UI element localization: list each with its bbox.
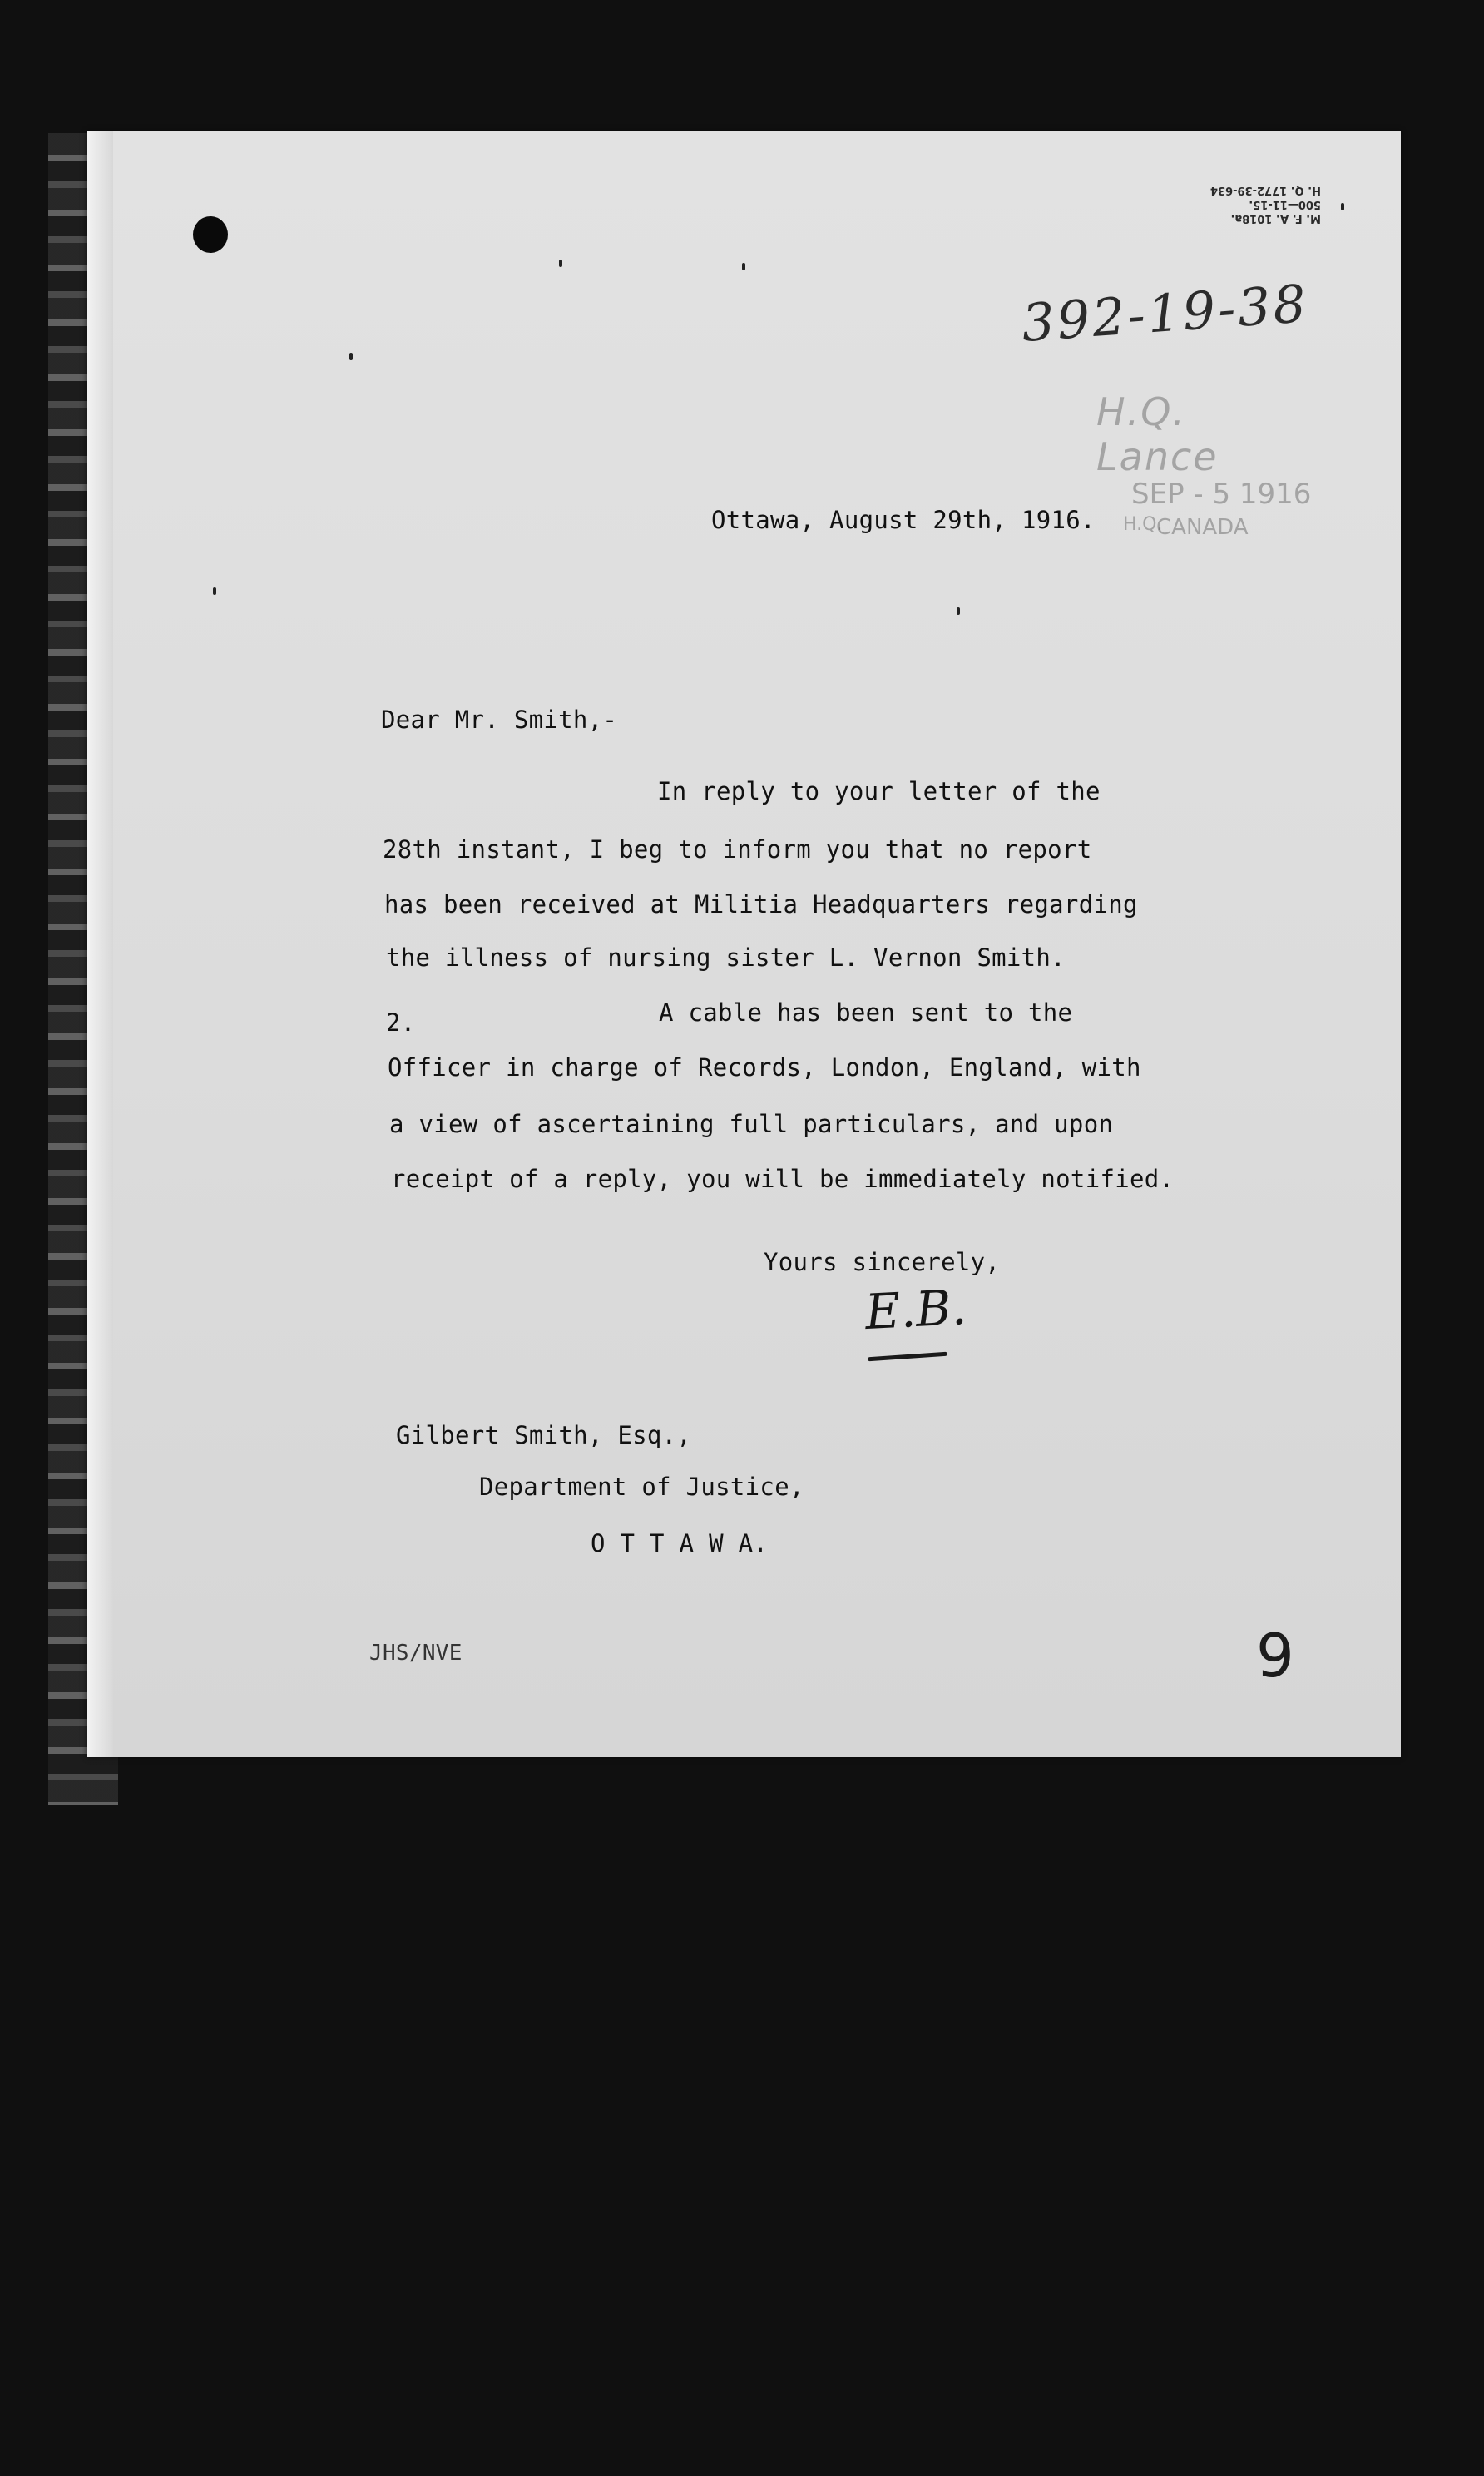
- speck: [1341, 203, 1344, 210]
- recipient-name: Gilbert Smith, Esq.,: [396, 1421, 692, 1449]
- body-line: a view of ascertaining full particulars, and upon: [389, 1110, 1114, 1138]
- form-code-line: 500—11-15.: [1249, 198, 1321, 210]
- speck: [349, 353, 353, 360]
- stamp-date: SEP - 5 1916: [1131, 478, 1312, 511]
- speck: [957, 607, 960, 615]
- paragraph-number: 2.: [386, 1008, 416, 1037]
- speck: [559, 260, 562, 267]
- reference-initials: JHS/NVE: [369, 1641, 463, 1666]
- speck: [742, 263, 745, 270]
- stamp-line: H.Q. Lance: [1096, 389, 1219, 479]
- recipient-department: Department of Justice,: [479, 1473, 804, 1501]
- page-number: 9: [1256, 1621, 1294, 1691]
- punch-hole: [193, 216, 228, 253]
- body-line: the illness of nursing sister L. Vernon Smith.: [386, 943, 1066, 972]
- signature: E.B.: [863, 1278, 968, 1341]
- recipient-city: O T T A W A.: [591, 1529, 769, 1557]
- salutation: Dear Mr. Smith,-: [381, 706, 618, 734]
- speck: [213, 587, 216, 595]
- body-line: receipt of a reply, you will be immediately notified.: [391, 1165, 1175, 1193]
- form-code-line: H. Q. 1772-39-634: [1209, 184, 1321, 196]
- page-edge: [87, 131, 113, 1757]
- form-code: [1138, 183, 1321, 225]
- body-line: A cable has been sent to the: [659, 998, 1073, 1027]
- body-line: Officer in charge of Records, London, England, with: [388, 1053, 1141, 1082]
- body-line: has been received at Militia Headquarters regarding: [384, 890, 1138, 919]
- form-code-line: M. F. A. 1018a.: [1230, 212, 1321, 225]
- stamp-line: H.Q.: [1123, 514, 1163, 535]
- body-line: 28th instant, I beg to inform you that no report: [383, 835, 1092, 864]
- letter-date: Ottawa, August 29th, 1916.: [711, 506, 1096, 534]
- file-number: 392-19-38: [1019, 273, 1311, 354]
- received-stamp: [1096, 389, 1321, 540]
- body-line: In reply to your letter of the: [657, 777, 1101, 805]
- stamp-line: CANADA: [1156, 515, 1249, 540]
- closing: Yours sincerely,: [764, 1248, 1001, 1276]
